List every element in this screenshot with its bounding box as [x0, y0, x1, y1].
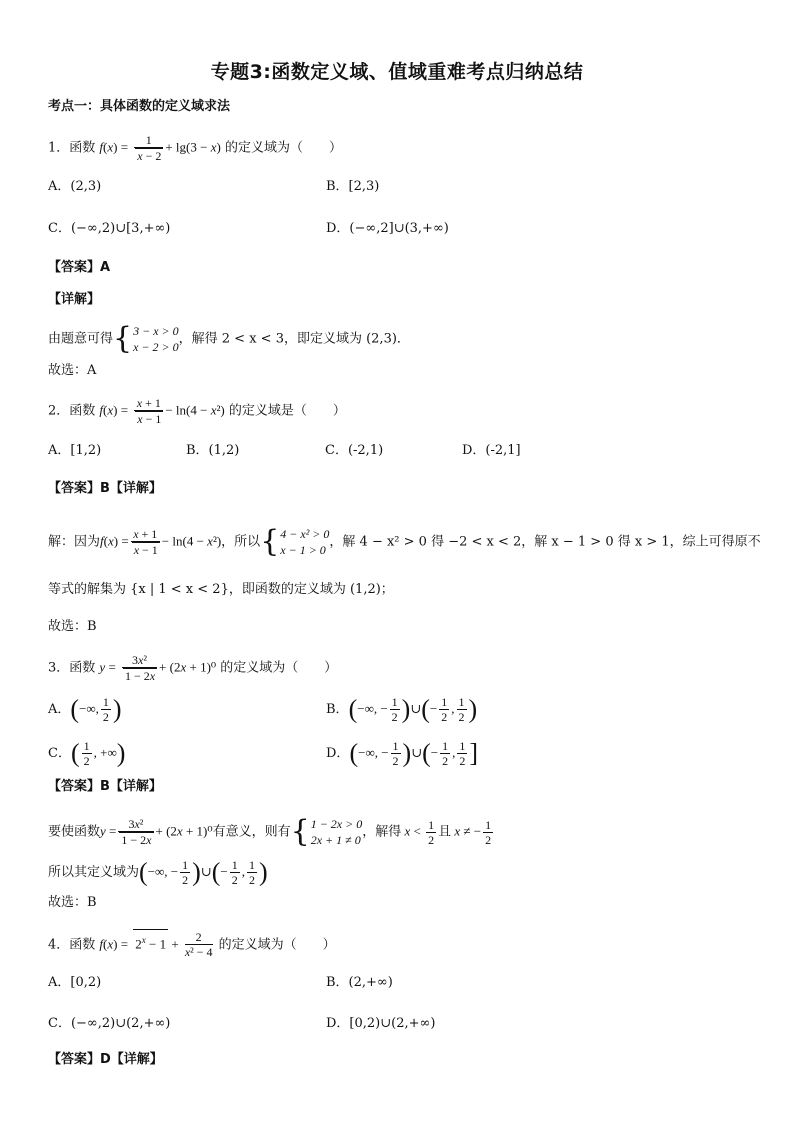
q2-option-b: B．(1,2) — [186, 443, 240, 458]
q3-stem-prefix: 3．函数 — [48, 660, 96, 676]
q4-stem-suffix: 的定义域为（ ） — [218, 937, 336, 953]
q2-system-line2: x − 1 > 0 — [280, 543, 326, 557]
q2-answer: 【答案】B【详解】 — [48, 481, 162, 496]
q3-system — [311, 816, 363, 848]
q1-system-line2: x − 2 > 0 — [133, 340, 179, 354]
page-title: 专题3:函数定义域、值域重难考点归纳总结 — [210, 61, 584, 83]
q1-solution — [48, 323, 410, 355]
q1-stem-prefix: 1．函数 — [48, 140, 96, 156]
q3-option-d: D．(−∞, − $\frac{1}{2}$ )∪(− $\frac{1}{2}$ , $\frac{1}{2}$ ] — [326, 738, 479, 768]
q1-detail-label: 【详解】 — [48, 292, 101, 307]
q1-solution-prefix: 由题意可得 — [48, 331, 114, 347]
q1-option-c: C．(−∞,2)∪[3,+∞) — [48, 221, 171, 236]
q2-stem-suffix: 的定义域是（ ） — [228, 403, 346, 419]
q4-answer: 【答案】D【详解】 — [48, 1052, 163, 1067]
q1-option-d: D．(−∞,2]∪(3,+∞) — [326, 221, 449, 236]
q3-solution-line1: 要使函数y = $\frac{\text{3x²}}{1 - 2x}$ + (2x + 1)⁰有意义，则有{ 1 − 2x > 0 2x + 1 ≠ 0 ，解得 x < $\frac{1}{2}$ 且 x ≠ − $\frac{1}{2}$ — [48, 814, 492, 849]
q1-system-brace: { — [113, 321, 133, 356]
q1-option-a: A．(2,3) — [48, 179, 102, 194]
q2-choose: 故选：B — [48, 619, 97, 634]
q3-system-brace: { — [290, 814, 310, 849]
q1-choose: 故选：A — [48, 363, 97, 378]
q3-answer: 【答案】B【详解】 — [48, 779, 162, 794]
q1-stem-suffix: 的定义域为（ ） — [224, 140, 342, 156]
q3-option-c: C．( $\frac{1}{2}$ , +∞) — [48, 738, 126, 768]
q3-solution-prefix2: 所以其定义域为 — [48, 865, 140, 880]
q3-stem: 3．函数 y = $\frac{\text{3x²}}{1 - 2x}$ + (2x + 1)⁰ 的定义域为（ ） — [48, 653, 338, 683]
q1-answer: 【答案】A — [48, 260, 111, 275]
q3-solution-prefix: 要使函数 — [48, 824, 101, 840]
q2-solution-line1: 解：因为f(x) = $\frac{x + 1}{x - 1}$ − ln(4 − x²)，所以{ 4 − x² > 0 x − 1 > 0 ，解 4 − x² > 0 得 −2 < x < 2，解 x − 1 > 0 得 x > 1，综上可得原不 — [48, 524, 761, 559]
q2-solution-prefix: 解：因为 — [48, 534, 101, 550]
q3-option-d-label: D． — [326, 746, 350, 761]
q3-stem-suffix: 的定义域为（ ） — [220, 660, 338, 676]
q2-system — [280, 526, 329, 558]
q3-choose: 故选：B — [48, 895, 97, 910]
q2-fraction: $\frac{x + 1}{x - 1}$ — [134, 396, 163, 426]
q3-option-a-label: A． — [48, 702, 71, 717]
q4-option-b: B．(2,+∞) — [326, 975, 393, 990]
q1-stem: 1．函数 f(x) = $\frac{1}{x - 2}$ + lg(3 − x) 的定义域为（ ） — [48, 133, 342, 163]
q3-solution-suffix-b: 且 — [438, 824, 452, 840]
q2-option-c: C．(-2,1) — [325, 443, 384, 458]
q4-fraction: $\frac{2}{\text{x² − 4}}$ — [184, 930, 213, 960]
q3-solution-mid: 有意义，则有 — [212, 824, 291, 840]
q1-system-line1: 3 − x > 0 — [133, 324, 179, 338]
q3-option-c-label: C． — [48, 746, 71, 761]
q3-option-b-label: B． — [326, 702, 349, 717]
q3-solution-line2: 所以其定义域为(−∞, − $\frac{1}{2}$ )∪(− $\frac{1}{2}$ , $\frac{1}{2}$ ) — [48, 857, 268, 887]
q1-formula: f — [99, 139, 104, 155]
q4-stem: 4．函数 $f(x) = 2^x - 1$ + $\frac{2}{\text{x² − 4}}$ 的定义域为（ ） — [48, 930, 336, 960]
q2-solution-suffix: ，解 4 − x² > 0 得 −2 < x < 2，解 x − 1 > 0 得 x > 1，综上可得原不 — [329, 534, 761, 550]
q2-option-d: D．(-2,1] — [462, 443, 521, 458]
q4-option-a: A．[0,2) — [48, 975, 102, 990]
q2-solution-mid: ，所以 — [221, 534, 261, 550]
q4-option-c: C．(−∞,2)∪(2,+∞) — [48, 1016, 171, 1031]
q3-option-a: A．(−∞, $\frac{1}{2}$ ) — [48, 694, 122, 724]
section-heading: 考点一：具体函数的定义域求法 — [48, 99, 231, 114]
q2-solution-line2: 等式的解集为 {x | 1 < x < 2}，即函数的定义域为 (1,2)； — [48, 582, 394, 597]
q3-solution-suffix-a: ，解得 — [362, 824, 402, 840]
q1-solution-suffix: ，解得 2 < x < 3，即定义域为 (2,3)． — [178, 331, 410, 347]
q3-system-line2: 2x + 1 ≠ 0 — [310, 833, 361, 847]
q2-system-brace: { — [260, 524, 280, 559]
q4-stem-prefix: 4．函数 — [48, 937, 96, 953]
q1-option-b: B．[2,3) — [326, 179, 380, 194]
q3-system-line1: 1 − 2x > 0 — [310, 817, 363, 831]
q2-option-a: A．[1,2) — [48, 443, 102, 458]
q2-stem-prefix: 2．函数 — [48, 403, 96, 419]
q1-system — [133, 323, 179, 355]
q2-system-line1: 4 − x² > 0 — [280, 527, 330, 541]
q3-fraction: $\frac{\text{3x²}}{1 - 2x}$ — [122, 653, 157, 683]
q2-stem: 2．函数 f(x) = $\frac{x + 1}{x - 1}$ − ln(4 − x²) 的定义域是（ ） — [48, 396, 346, 426]
q3-option-b: B．(−∞, − $\frac{1}{2}$ )∪(− $\frac{1}{2}$ , $\frac{1}{2}$ ) — [326, 694, 478, 724]
q1-fraction: $\frac{1}{x - 2}$ — [134, 133, 163, 163]
q4-option-d: D．[0,2)∪(2,+∞) — [326, 1016, 436, 1031]
